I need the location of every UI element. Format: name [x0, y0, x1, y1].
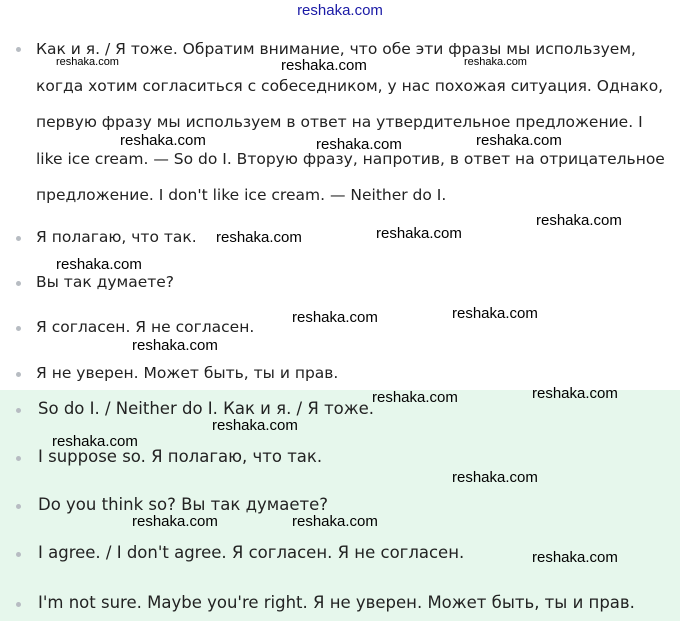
bullet-icon — [16, 47, 21, 52]
answer-text: Do you think so? Вы так думаете? — [38, 495, 328, 514]
bullet-icon — [16, 372, 21, 377]
bullet-icon — [16, 456, 21, 461]
watermark: reshaka.com — [292, 513, 378, 530]
watermark: reshaka.com — [452, 469, 538, 486]
watermark: reshaka.com — [212, 417, 298, 434]
watermark: reshaka.com — [132, 337, 218, 354]
watermark: reshaka.com — [52, 433, 138, 450]
answer-text: I'm not sure. Maybe you're right. Я не уверен. Может быть, ты и прав. — [38, 593, 635, 612]
bullet-icon — [16, 408, 21, 413]
list-item — [0, 495, 680, 514]
list-item — [0, 273, 680, 291]
watermark: reshaka.com — [316, 136, 402, 153]
phrase-text: Как и я. / Я тоже. Обратим внимание, что обе эти фразы мы используем, когда хотим согласиться с собеседником, у нас похожая ситуация. Однако, первую фразу мы используем в ответ на утвердительное предложение. I like ice cream. — So do I. Вторую фразу, напротив, в ответ на отрицательное предложение. I don't like ice cream. — Neither do I. — [36, 40, 665, 204]
bullet-icon — [16, 602, 21, 607]
watermark: reshaka.com — [120, 132, 206, 149]
watermark: reshaka.com — [372, 389, 458, 406]
list-item — [0, 593, 680, 612]
watermark: reshaka.com — [216, 229, 302, 246]
phrase-text: Я согласен. Я не согласен. — [36, 318, 255, 336]
watermark: reshaka.com — [452, 305, 538, 322]
watermark: reshaka.com — [476, 132, 562, 149]
list-item — [0, 228, 680, 246]
bullet-icon — [16, 326, 21, 331]
watermark: reshaka.com — [292, 309, 378, 326]
phrase-text: Я не уверен. Может быть, ты и прав. — [36, 364, 339, 382]
watermark: reshaka.com — [56, 256, 142, 273]
bullet-icon — [16, 504, 21, 509]
bullet-icon — [16, 552, 21, 557]
watermark: reshaka.com — [464, 56, 527, 68]
watermark: reshaka.com — [532, 385, 618, 402]
site-header: reshaka.com — [297, 2, 383, 19]
watermark: reshaka.com — [132, 513, 218, 530]
watermark: reshaka.com — [532, 549, 618, 566]
answer-text: I agree. / I don't agree. Я согласен. Я не согласен. — [38, 543, 465, 562]
answer-text: I suppose so. Я полагаю, что так. — [38, 447, 323, 466]
bullet-icon — [16, 236, 21, 241]
phrase-text: Вы так думаете? — [36, 273, 175, 291]
watermark: reshaka.com — [376, 225, 462, 242]
watermark: reshaka.com — [281, 57, 367, 74]
answer-text: So do I. / Neither do I. Как и я. / Я тоже. — [38, 399, 375, 418]
watermark: reshaka.com — [56, 56, 119, 68]
watermark: reshaka.com — [536, 212, 622, 229]
list-item — [0, 364, 680, 382]
phrase-text: Я полагаю, что так. — [36, 228, 197, 246]
bullet-icon — [16, 281, 21, 286]
